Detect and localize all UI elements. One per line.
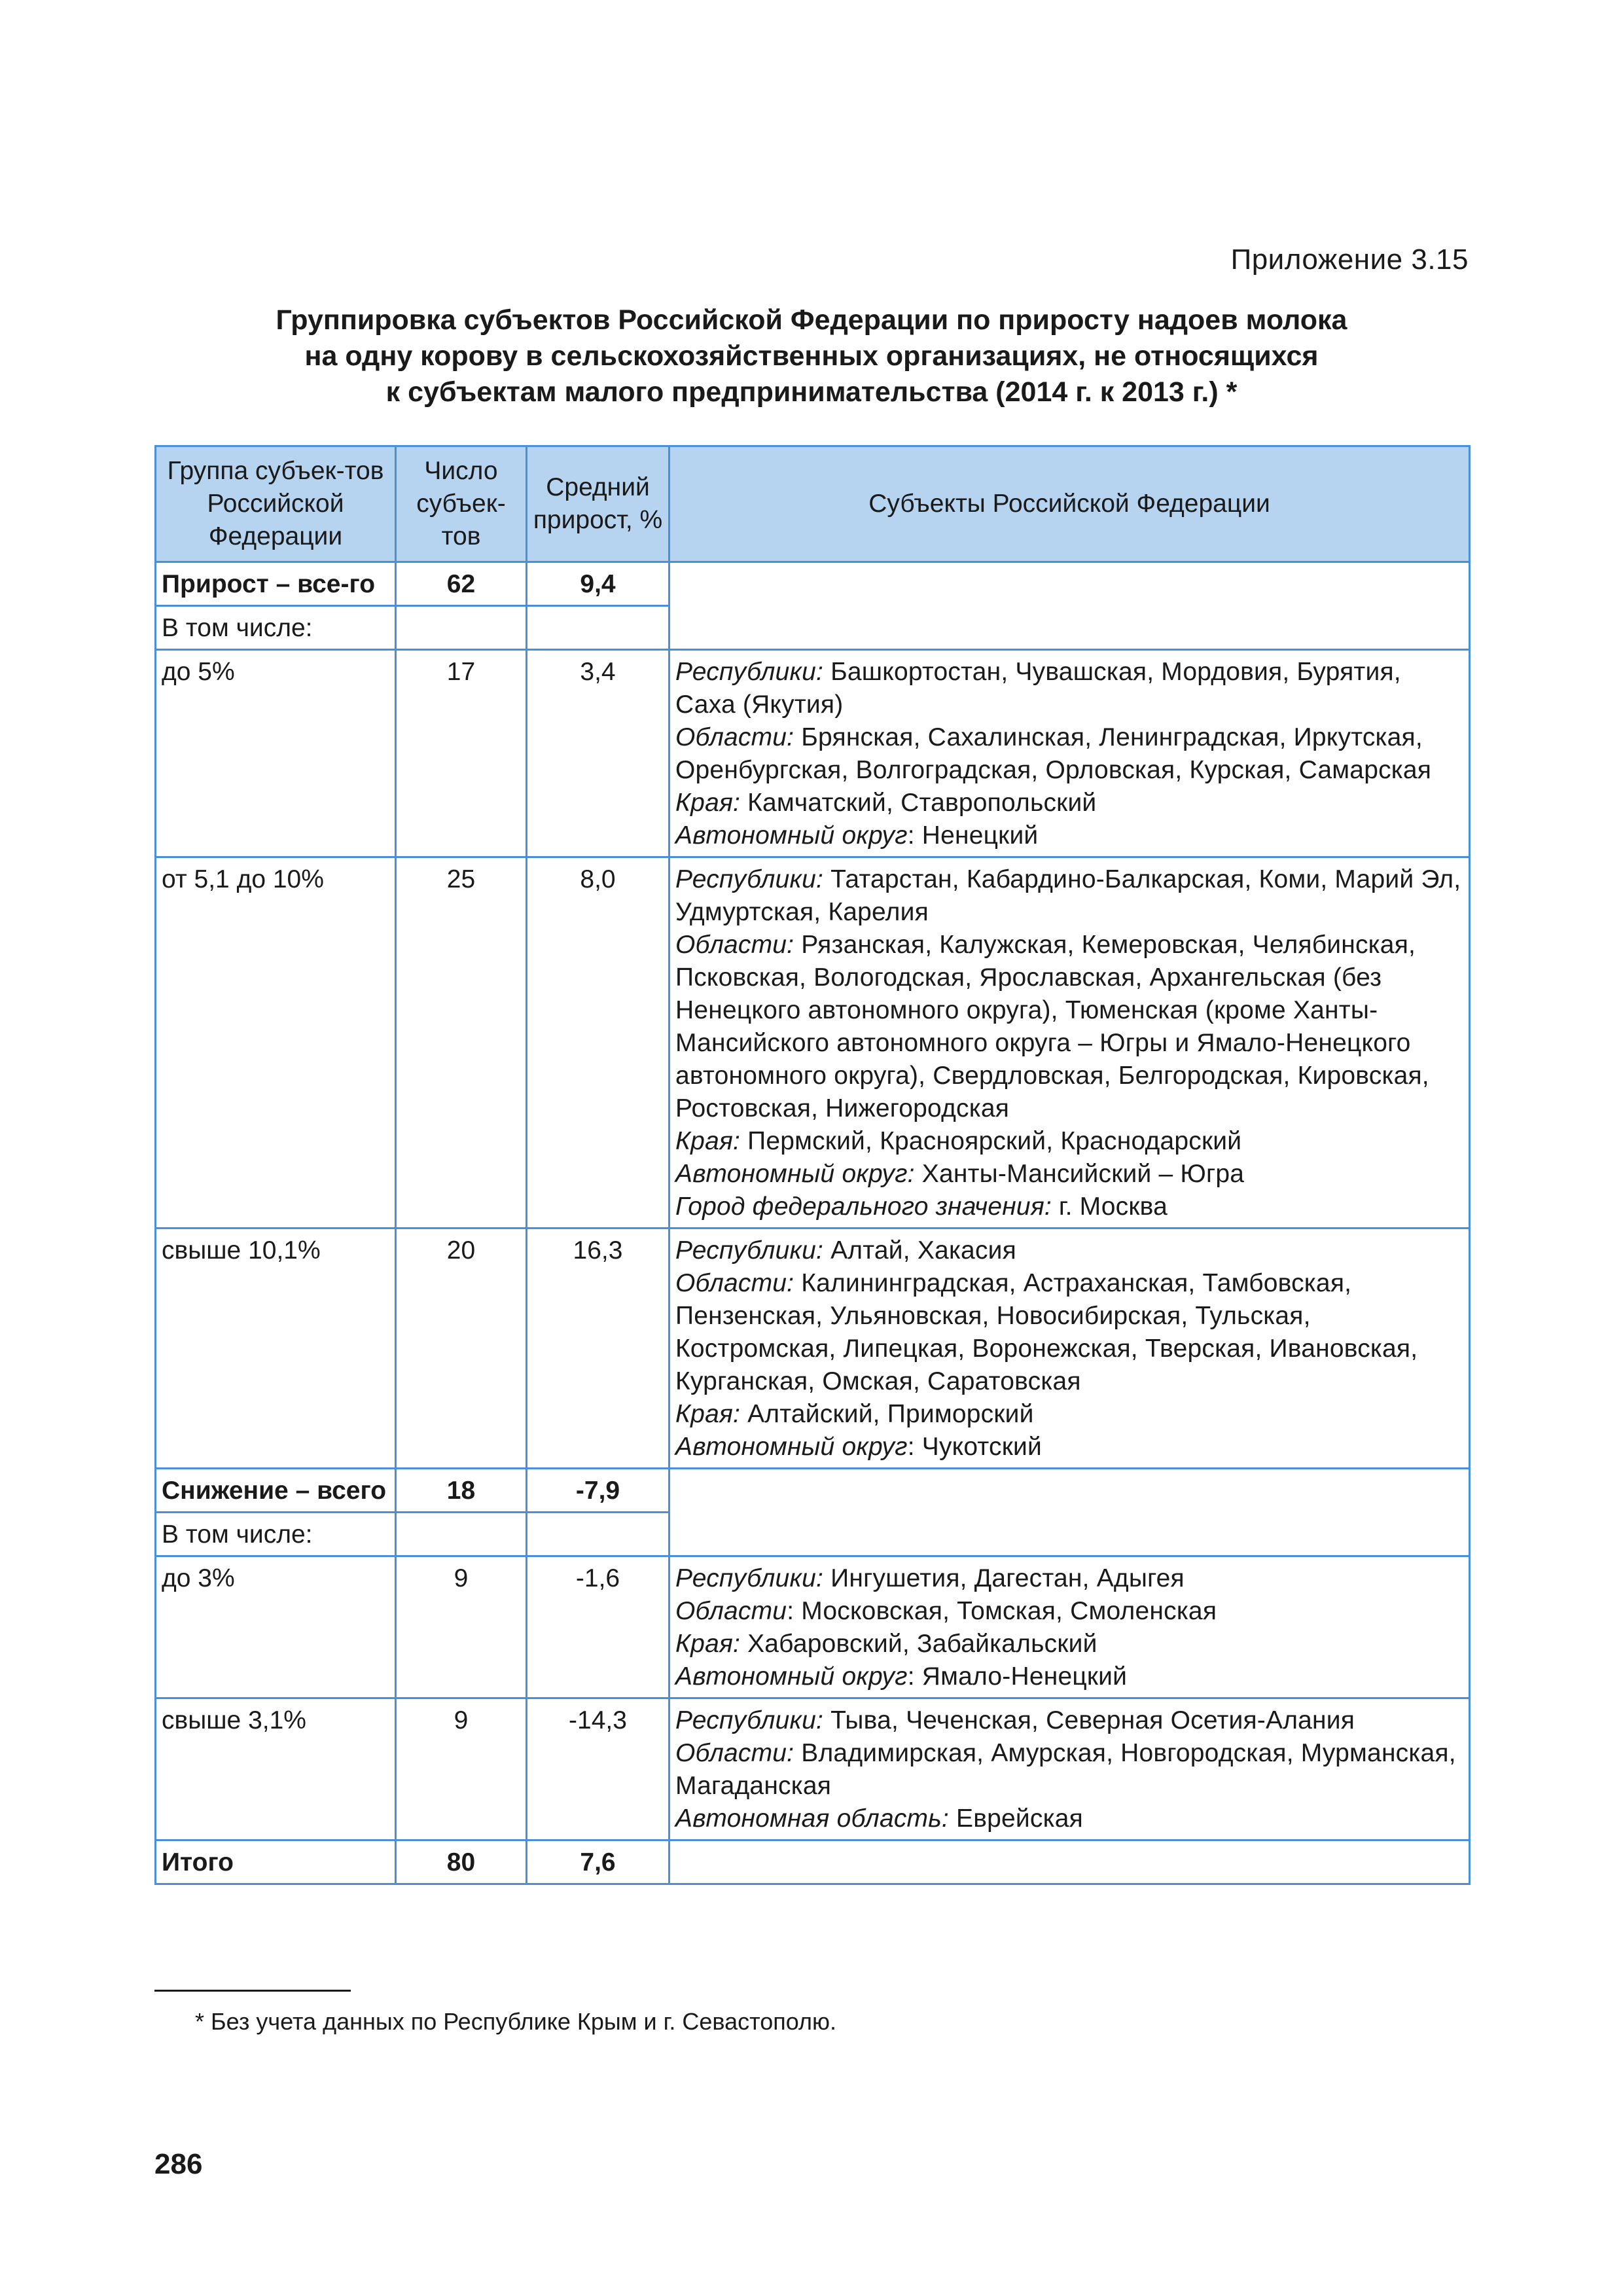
subjects-text: Ингушетия, Дагестан, Адыгея — [823, 1564, 1185, 1592]
total-count: 80 — [396, 1840, 527, 1884]
group-label: свыше 10,1% — [156, 1229, 396, 1469]
subjects-text: Рязанская, Калужская, Кемеровская, Челябинская, Псковская, Вологодская, Ярославская, Архангельская (без Ненецкого автономного округа), Тюменская (кроме Ханты-Мансийского автономного округа – Югры и Ямало-Ненецкого автономного округа), Свердловская, Белгородская, Кировская, Ростовская, Нижегородская — [675, 931, 1429, 1122]
subjects-line — [675, 1704, 1463, 1737]
table-row — [156, 1556, 1470, 1698]
subjects-category: Республики: — [675, 658, 824, 686]
group-subjects — [669, 857, 1470, 1229]
subjects-line — [675, 1737, 1463, 1803]
subjects-category: Автономная область: — [675, 1804, 949, 1833]
header-row — [156, 446, 1470, 562]
decline-total-label: Снижение – всего — [156, 1469, 396, 1513]
subjects-line — [675, 1191, 1463, 1223]
group-count: 17 — [396, 650, 527, 857]
title-line-3: к субъектам малого предпринимательства (2014 г. к 2013 г.) * — [385, 376, 1238, 408]
title-line-2: на одну корову в сельскохозяйственных организациях, не относящихся — [304, 340, 1319, 372]
subjects-category: Автономный округ — [675, 821, 908, 850]
group-subjects — [669, 1556, 1470, 1698]
group-count: 9 — [396, 1698, 527, 1840]
total-row — [156, 1840, 1470, 1884]
subjects-category: Области: — [675, 931, 794, 959]
subjects-text: : Ненецкий — [907, 821, 1039, 850]
total-label: Итого — [156, 1840, 396, 1884]
subjects-category: Области: — [675, 1269, 794, 1297]
subjects-category: Края: — [675, 1127, 741, 1155]
subjects-category: Город федерального значения: — [675, 1193, 1052, 1221]
group-avg: -14,3 — [527, 1698, 669, 1840]
table-row — [156, 1698, 1470, 1840]
subjects-category: Республики: — [675, 1564, 824, 1592]
group-avg: -1,6 — [527, 1556, 669, 1698]
subjects-line — [675, 1595, 1463, 1628]
growth-total-count: 62 — [396, 562, 527, 606]
subjects-text: Алтай, Хакасия — [823, 1236, 1016, 1265]
growth-including-label: В том числе: — [156, 606, 396, 650]
decline-including-label: В том числе: — [156, 1513, 396, 1556]
group-count: 25 — [396, 857, 527, 1229]
subjects-line — [675, 656, 1463, 721]
header-avg: Средний прирост, % — [527, 446, 669, 562]
group-count: 20 — [396, 1229, 527, 1469]
empty-cell — [396, 606, 527, 650]
growth-total-row — [156, 562, 1470, 606]
subjects-line — [675, 787, 1463, 819]
subjects-line — [675, 1660, 1463, 1693]
table-row — [156, 650, 1470, 857]
subjects-line — [675, 1267, 1463, 1398]
subjects-category: Автономный округ — [675, 1662, 908, 1691]
group-label: свыше 3,1% — [156, 1698, 396, 1840]
subjects-text: Калининградская, Астраханская, Тамбовская, Пензенская, Ульяновская, Новосибирская, Тульская, Костромская, Липецкая, Воронежская, Тверская, Ивановская, Курганская, Омская, Саратовская — [675, 1269, 1418, 1395]
subjects-line — [675, 1562, 1463, 1595]
subjects-category: Области: — [675, 1739, 794, 1767]
subjects-text: : Чукотский — [907, 1433, 1042, 1461]
subjects-line — [675, 1398, 1463, 1431]
subjects-text: Пермский, Красноярский, Краснодарский — [740, 1127, 1242, 1155]
subjects-line — [675, 1431, 1463, 1463]
growth-total-label: Прирост – все-го — [156, 562, 396, 606]
page-number: 286 — [154, 2148, 203, 2180]
subjects-text: Камчатский, Ставропольский — [740, 789, 1097, 817]
group-label: от 5,1 до 10% — [156, 857, 396, 1229]
subjects-line — [675, 819, 1463, 852]
subjects-line — [675, 1158, 1463, 1191]
subjects-category: Автономный округ: — [675, 1160, 915, 1188]
table-row — [156, 857, 1470, 1229]
subjects-text: Хабаровский, Забайкальский — [740, 1630, 1097, 1658]
total-subjects — [669, 1840, 1470, 1884]
subjects-text: Татарстан, Кабардино-Балкарская, Коми, Марий Эл, Удмуртская, Карелия — [675, 865, 1461, 926]
subjects-text: Алтайский, Приморский — [740, 1400, 1034, 1428]
decline-total-avg: -7,9 — [527, 1469, 669, 1513]
subjects-category: Республики: — [675, 1236, 824, 1265]
subjects-category: Области: — [675, 723, 794, 751]
subjects-line — [675, 1628, 1463, 1660]
group-subjects — [669, 1698, 1470, 1840]
subjects-text: Брянская, Сахалинская, Ленинградская, Иркутская, Оренбургская, Волгоградская, Орловская, Курская, Самарская — [675, 723, 1432, 784]
subjects-category: Республики: — [675, 1706, 824, 1734]
growth-total-subjects — [669, 562, 1470, 650]
table-title — [154, 302, 1469, 410]
subjects-text: Ханты-Мансийский – Югра — [914, 1160, 1245, 1188]
subjects-line — [675, 1125, 1463, 1158]
title-line-1: Группировка субъектов Российской Федерации по приросту надоев молока — [276, 304, 1347, 336]
empty-cell — [527, 606, 669, 650]
subjects-category: Республики: — [675, 865, 824, 893]
subjects-category: Области — [675, 1597, 787, 1625]
subjects-text: : Московская, Томская, Смоленская — [787, 1597, 1217, 1625]
header-subjects: Субъекты Российской Федерации — [669, 446, 1470, 562]
subjects-text: Тыва, Чеченская, Северная Осетия-Алания — [823, 1706, 1355, 1734]
subjects-text: : Ямало-Ненецкий — [907, 1662, 1128, 1691]
group-avg: 8,0 — [527, 857, 669, 1229]
subjects-text: Башкортостан, Чувашская, Мордовия, Бурятия, Саха (Якутия) — [675, 658, 1401, 719]
footnote: * Без учета данных по Республике Крым и г. Севастополю. — [195, 2008, 836, 2035]
group-label: до 5% — [156, 650, 396, 857]
empty-cell — [396, 1513, 527, 1556]
growth-total-avg: 9,4 — [527, 562, 669, 606]
subjects-text: Еврейская — [948, 1804, 1083, 1833]
group-avg: 16,3 — [527, 1229, 669, 1469]
subjects-line — [675, 863, 1463, 929]
grouping-table — [154, 445, 1471, 1885]
header-count: Число субъек-тов — [396, 446, 527, 562]
subjects-line — [675, 721, 1463, 787]
header-group: Группа субъек-тов Российской Федерации — [156, 446, 396, 562]
subjects-line — [675, 1803, 1463, 1835]
subjects-line — [675, 1234, 1463, 1267]
table-row — [156, 1229, 1470, 1469]
appendix-label: Приложение 3.15 — [1230, 243, 1469, 276]
group-subjects — [669, 1229, 1470, 1469]
decline-total-subjects — [669, 1469, 1470, 1556]
group-label: до 3% — [156, 1556, 396, 1698]
group-count: 9 — [396, 1556, 527, 1698]
decline-total-count: 18 — [396, 1469, 527, 1513]
total-avg: 7,6 — [527, 1840, 669, 1884]
subjects-line — [675, 929, 1463, 1125]
subjects-text: г. Москва — [1051, 1193, 1168, 1221]
group-subjects — [669, 650, 1470, 857]
empty-cell — [527, 1513, 669, 1556]
subjects-category: Края: — [675, 1400, 741, 1428]
subjects-category: Края: — [675, 789, 741, 817]
decline-total-row — [156, 1469, 1470, 1513]
group-avg: 3,4 — [527, 650, 669, 857]
subjects-text: Владимирская, Амурская, Новгородская, Мурманская, Магаданская — [675, 1739, 1456, 1800]
footnote-divider — [154, 1990, 351, 1992]
subjects-category: Автономный округ — [675, 1433, 908, 1461]
subjects-category: Края: — [675, 1630, 741, 1658]
